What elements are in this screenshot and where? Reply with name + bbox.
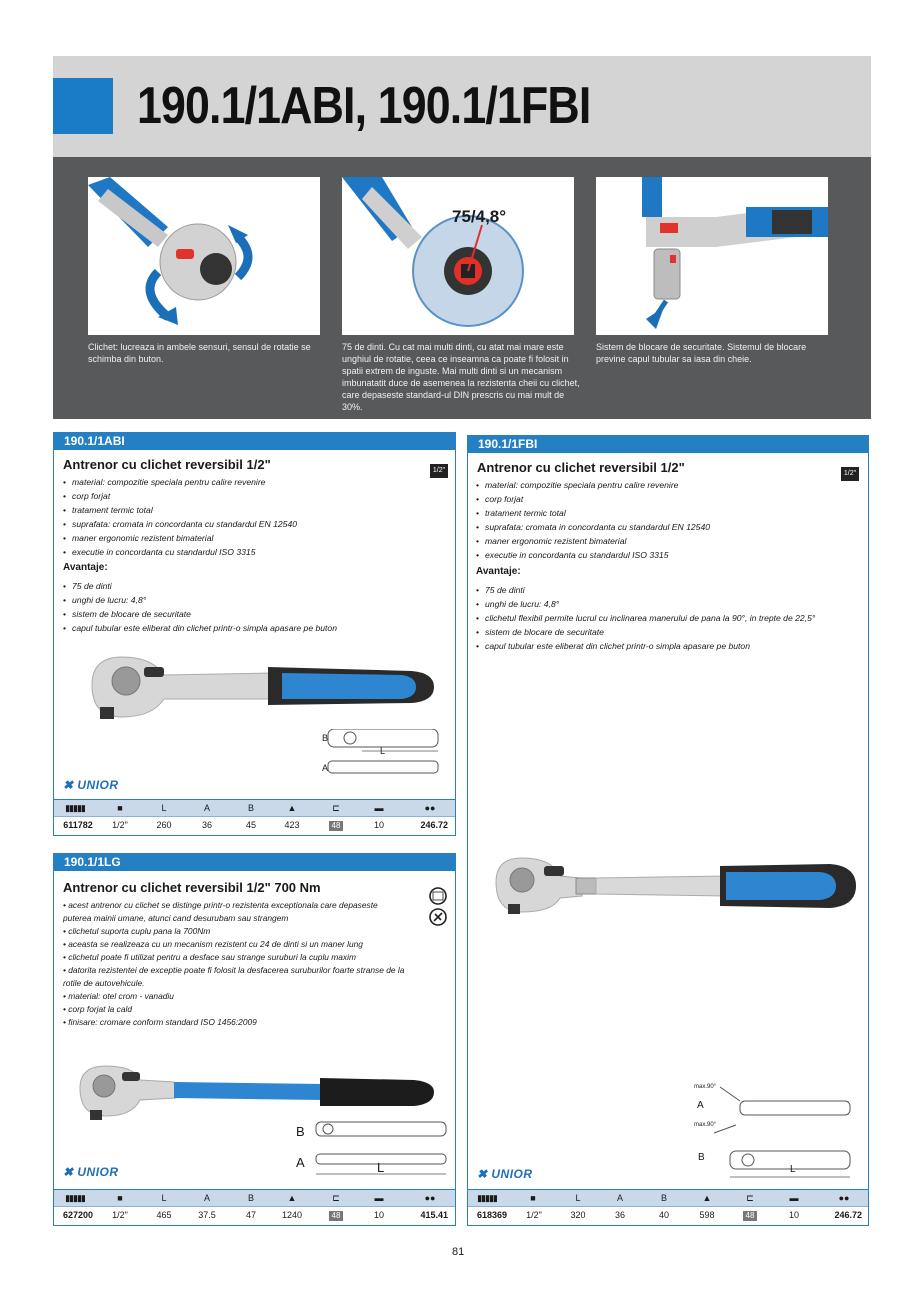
b-value: 45	[245, 820, 256, 830]
brand-logo	[63, 778, 119, 792]
product-panel-lg	[53, 853, 456, 1226]
list-item: rotile de autovehicule.	[63, 978, 145, 988]
product-name: Antrenor cu clichet reversibil 1/2"	[63, 457, 271, 472]
list-item: • corp forjat	[476, 493, 710, 507]
dim-label-a: A	[697, 1100, 704, 1111]
list-item: • material: compozitie speciala pentru calire revenire	[63, 476, 297, 490]
drive-size-tag: 1/2"	[430, 464, 448, 478]
weight-value: 423	[284, 820, 300, 830]
product-code: 627200	[62, 1210, 94, 1220]
feature-image-teeth	[342, 177, 574, 335]
length-value: 465	[156, 1210, 172, 1220]
dim-label-b: B	[322, 733, 329, 743]
feature-list	[63, 476, 297, 559]
advantages-title: Avantaje:	[63, 562, 108, 573]
ratchet-lg-image	[74, 1064, 444, 1124]
spec-table-abi	[54, 799, 455, 833]
pack-value	[322, 1207, 350, 1223]
feature-text-teeth: 75 de dinti. Cu cat mai multi dinti, cu atat mai mare este unghiul de rotatie, ceea ce inseamna ca poate fi folosit in spatii extrem de inguste. Mai multi dinti si un mecanism imbunatatit duce de asemenea la rezistenta cheii cu clichet, care depaseste standard-ul DIN prescris cu mai mult de 30%.	[342, 342, 580, 412]
dim-label-l: L	[790, 1164, 796, 1175]
list-item: • capul tubular este eliberat din clichet printr-o simpla apasare pe buton	[63, 622, 337, 636]
b-value: 47	[245, 1210, 256, 1220]
packaging-icon: ⊏	[746, 1193, 754, 1203]
brand-name: UNIOR	[77, 778, 119, 792]
feature-list	[476, 479, 710, 562]
feature-list	[63, 899, 404, 1029]
list-item: • sistem de blocare de securitate	[63, 608, 337, 622]
dim-label-a: A	[296, 1155, 305, 1170]
a-value: 36	[614, 1210, 625, 1220]
list-item: • unghi de lucru: 4,8°	[63, 594, 337, 608]
dim-label-b: B	[698, 1152, 705, 1163]
list-item: • aceasta se realizeaza cu un mecanism rezistent cu 24 de dinti si un maner lung	[63, 939, 363, 949]
list-item: • clichetul poate fi utilizat pentru a desface sau strange suruburi la cuplu maxim	[63, 952, 356, 962]
spec-value-row	[54, 1206, 455, 1223]
pack-value	[322, 817, 350, 833]
packaging-icon: ⊏	[332, 803, 340, 813]
pack-badge: 48	[743, 1211, 758, 1221]
unior-icon: ✖	[63, 1165, 78, 1179]
a-value: 36	[201, 820, 212, 830]
quantity-icon: ▬	[789, 1193, 799, 1203]
list-item: puterea mainii umane, atunci cand desurubam sau strangem	[63, 913, 289, 923]
product-panel-abi	[53, 432, 456, 836]
col-l: L	[161, 1193, 167, 1203]
spec-value-row	[468, 1206, 868, 1223]
list-item: • datorita rezistentei de exceptie poate fi folosit la desfacerea suruburilor foarte stranse de la	[63, 965, 405, 975]
quantity-icon: ▬	[374, 803, 384, 813]
unior-icon: ✖	[63, 778, 78, 792]
list-item: • corp forjat la cald	[63, 1004, 133, 1014]
product-panel-fbi	[467, 435, 869, 1226]
feature-text-lock: Sistem de blocare de securitate. Sistemul de blocare previne capul tubular sa iasa din cheie.	[596, 342, 807, 364]
barcode-icon: ▮▮▮▮▮	[477, 1193, 497, 1203]
col-a: A	[616, 1193, 623, 1203]
b-value: 40	[658, 1210, 669, 1220]
pack-badge: 48	[329, 1211, 344, 1221]
list-item: • capul tubular este eliberat din clichet printr-o simpla apasare pe buton	[476, 640, 815, 654]
square-drive-icon: ■	[117, 1193, 123, 1203]
list-item: • material: compozitie speciala pentru calire revenire	[476, 479, 710, 493]
square-drive-icon: ■	[117, 803, 123, 813]
coins-icon: ●●	[838, 1193, 850, 1203]
panel-code: 190.1/1LG	[54, 854, 455, 871]
brand-logo	[63, 1165, 119, 1179]
dimension-drawing-fbi	[700, 1081, 860, 1181]
length-value: 260	[156, 820, 172, 830]
list-item: • 75 de dinti	[63, 580, 337, 594]
brand-name: UNIOR	[491, 1167, 533, 1181]
weight-icon: ▲	[287, 1193, 297, 1203]
list-item: • unghi de lucru: 4,8°	[476, 598, 815, 612]
weight-value: 598	[699, 1210, 715, 1220]
page-title: 190.1/1ABI, 190.1/1FBI	[137, 77, 591, 135]
list-item: • tratament termic total	[476, 507, 710, 521]
spec-table-fbi	[468, 1189, 868, 1223]
product-name: Antrenor cu clichet reversibil 1/2" 700 Nm	[63, 880, 321, 895]
brand-name: UNIOR	[77, 1165, 119, 1179]
drive-value: 1/2"	[526, 1210, 542, 1220]
spec-table-lg	[54, 1189, 455, 1223]
ratchet-abi-image	[82, 655, 442, 725]
feature-image-reversible	[88, 177, 320, 335]
ratchet-fbi-image	[490, 856, 860, 916]
dim-label-l: L	[377, 1160, 385, 1175]
list-item: • 75 de dinti	[476, 584, 815, 598]
list-item: • clichetul suporta cuplu pana la 700Nm	[63, 926, 211, 936]
weight-icon: ▲	[287, 803, 297, 813]
feature-text-reversible: Clichet: lucreaza in ambele sensuri, sensul de rotatie se schimba din buton.	[88, 342, 311, 364]
spec-header-row	[54, 1189, 455, 1207]
advantages-list	[476, 584, 815, 654]
coins-icon: ●●	[424, 1193, 436, 1203]
list-item: • maner ergonomic rezistent bimaterial	[63, 532, 297, 546]
col-b: B	[247, 803, 254, 813]
pack-value	[736, 1207, 764, 1223]
price-value: 246.72	[834, 1210, 862, 1220]
dim-label-l: L	[380, 746, 386, 756]
list-item: • material: otel crom - vanadiu	[63, 991, 174, 1001]
max-angle-label: max.90°	[694, 1084, 717, 1090]
panel-code: 190.1/1ABI	[54, 433, 455, 450]
list-item: • corp forjat	[63, 490, 297, 504]
dim-label-b: B	[296, 1124, 305, 1139]
qty-value: 10	[373, 820, 384, 830]
list-item: • sistem de blocare de securitate	[476, 626, 815, 640]
drive-size-tag: 1/2"	[841, 467, 859, 481]
panel-code: 190.1/1FBI	[468, 436, 868, 453]
col-a: A	[203, 803, 210, 813]
product-code: 618369	[476, 1210, 508, 1220]
barcode-icon: ▮▮▮▮▮	[65, 1193, 85, 1203]
list-item: • maner ergonomic rezistent bimaterial	[476, 535, 710, 549]
col-b: B	[247, 1193, 254, 1203]
list-item: • acest antrenor cu clichet se distinge printr-o rezistenta exceptionala care depaseste	[63, 900, 378, 910]
spec-value-row	[54, 816, 455, 833]
barcode-icon: ▮▮▮▮▮	[65, 803, 85, 813]
coins-icon: ●●	[424, 803, 436, 813]
list-item: • clichetul flexibil permite lucrul cu inclinarea manerului de pana la 90°, in trepte de 22,5°	[476, 612, 815, 626]
pack-badge: 48	[329, 821, 344, 831]
advantages-title: Avantaje:	[476, 566, 521, 577]
drive-value: 1/2"	[112, 1210, 128, 1220]
page-number: 81	[452, 1246, 465, 1258]
header-accent-block	[53, 78, 113, 134]
spec-header-row	[468, 1189, 868, 1207]
packaging-icon: ⊏	[332, 1193, 340, 1203]
list-item: • tratament termic total	[63, 504, 297, 518]
length-value: 320	[570, 1210, 586, 1220]
col-b: B	[660, 1193, 667, 1203]
list-item: • executie in concordanta cu standardul ISO 3315	[63, 546, 297, 560]
weight-value: 1240	[281, 1210, 303, 1220]
dim-label-a: A	[322, 763, 329, 773]
product-name: Antrenor cu clichet reversibil 1/2"	[477, 460, 685, 475]
list-item: • suprafata: cromata in concordanta cu standardul EN 12540	[63, 518, 297, 532]
list-item: • suprafata: cromata in concordanta cu standardul EN 12540	[476, 521, 710, 535]
col-l: L	[575, 1193, 581, 1203]
a-value: 37.5	[198, 1210, 216, 1220]
weight-icon: ▲	[702, 1193, 712, 1203]
quantity-icon: ▬	[374, 1193, 384, 1203]
feature-image-lock	[596, 177, 828, 335]
col-a: A	[203, 1193, 210, 1203]
drive-value: 1/2"	[112, 820, 128, 830]
spec-header-row	[54, 799, 455, 817]
features-band	[53, 157, 871, 419]
advantages-list	[63, 580, 337, 636]
product-code: 611782	[63, 820, 93, 830]
qty-value: 10	[788, 1210, 799, 1220]
list-item: • executie in concordanta cu standardul ISO 3315	[476, 549, 710, 563]
forged-icon	[429, 908, 447, 926]
page-header	[53, 56, 871, 157]
drive-size-icon	[429, 887, 447, 905]
col-l: L	[161, 803, 167, 813]
price-value: 415.41	[420, 1210, 448, 1220]
max-angle-label: max.90°	[694, 1122, 717, 1128]
brand-logo	[477, 1167, 533, 1181]
price-value: 246.72	[420, 820, 448, 830]
qty-value: 10	[373, 1210, 384, 1220]
teeth-angle-badge: 75/4,8°	[452, 207, 507, 226]
square-drive-icon: ■	[530, 1193, 536, 1203]
unior-icon: ✖	[477, 1167, 492, 1181]
list-item: • finisare: cromare conform standard ISO 1456:2009	[63, 1017, 257, 1027]
